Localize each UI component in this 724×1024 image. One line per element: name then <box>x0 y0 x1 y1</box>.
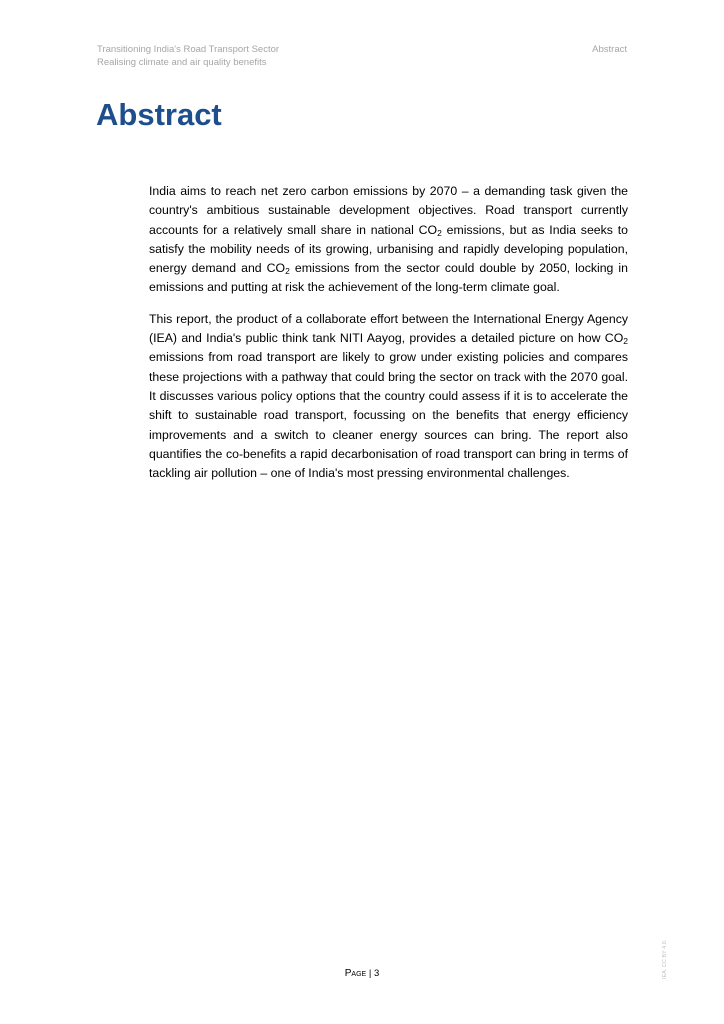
paragraph-2-text-b: emissions from road transport are likely to grow under existing policies and compares these projections with a pathway that could bring the sector on track with the 2070 goal. It discusses various policy options that the country could assess if it is to accelerate the shift to sustainable road transport, focussing on the benefits that energy efficiency improvements and a switch to cleaner energy sources can bring. The report also quantifies the co-benefits a rapid decarbonisation of road transport can bring in terms of tackling air pollution – one of India's most pressing environmental challenges. <box>149 350 628 481</box>
page-number <box>0 968 724 979</box>
paragraph-1 <box>149 182 628 298</box>
paragraph-1-text-b: emissions, but as India seeks to satisfy the mobility needs of its growing, urbanising and rapidly developing population, energy demand and CO <box>149 222 628 276</box>
report-subtitle: Realising climate and air quality benefits <box>97 57 267 68</box>
page-title: Abstract <box>96 97 222 132</box>
page-label: Page <box>344 968 367 979</box>
page-separator: | <box>366 968 374 979</box>
license-mark: IEA. CC BY 4.0. <box>662 939 668 979</box>
page-number-value: 3 <box>373 968 380 979</box>
paragraph-1-text-c: emissions from the sector could double by 2050, locking in emissions and putting at risk the achievement of the long-term climate goal. <box>149 261 629 295</box>
paragraph-1-text-a: India aims to reach net zero carbon emissions by 2070 – a demanding task given the country's ambitious sustainable development objectives. Road transport currently accounts for a relatively small share in national CO <box>149 184 628 237</box>
co2-subscript: 2 <box>623 336 628 347</box>
co2-subscript: 2 <box>285 266 290 277</box>
section-header: Abstract <box>592 44 627 55</box>
report-title: Transitioning India's Road Transport Sector <box>97 44 280 55</box>
paragraph-2-text-a: This report, the product of a collaborate effort between the International Energy Agency (IEA) and India's public think tank NITI Aayog, provides a detailed picture on how CO <box>149 311 628 346</box>
co2-subscript: 2 <box>437 227 442 238</box>
running-header <box>97 43 279 69</box>
paragraph-2 <box>149 310 628 484</box>
abstract-body <box>149 182 628 495</box>
